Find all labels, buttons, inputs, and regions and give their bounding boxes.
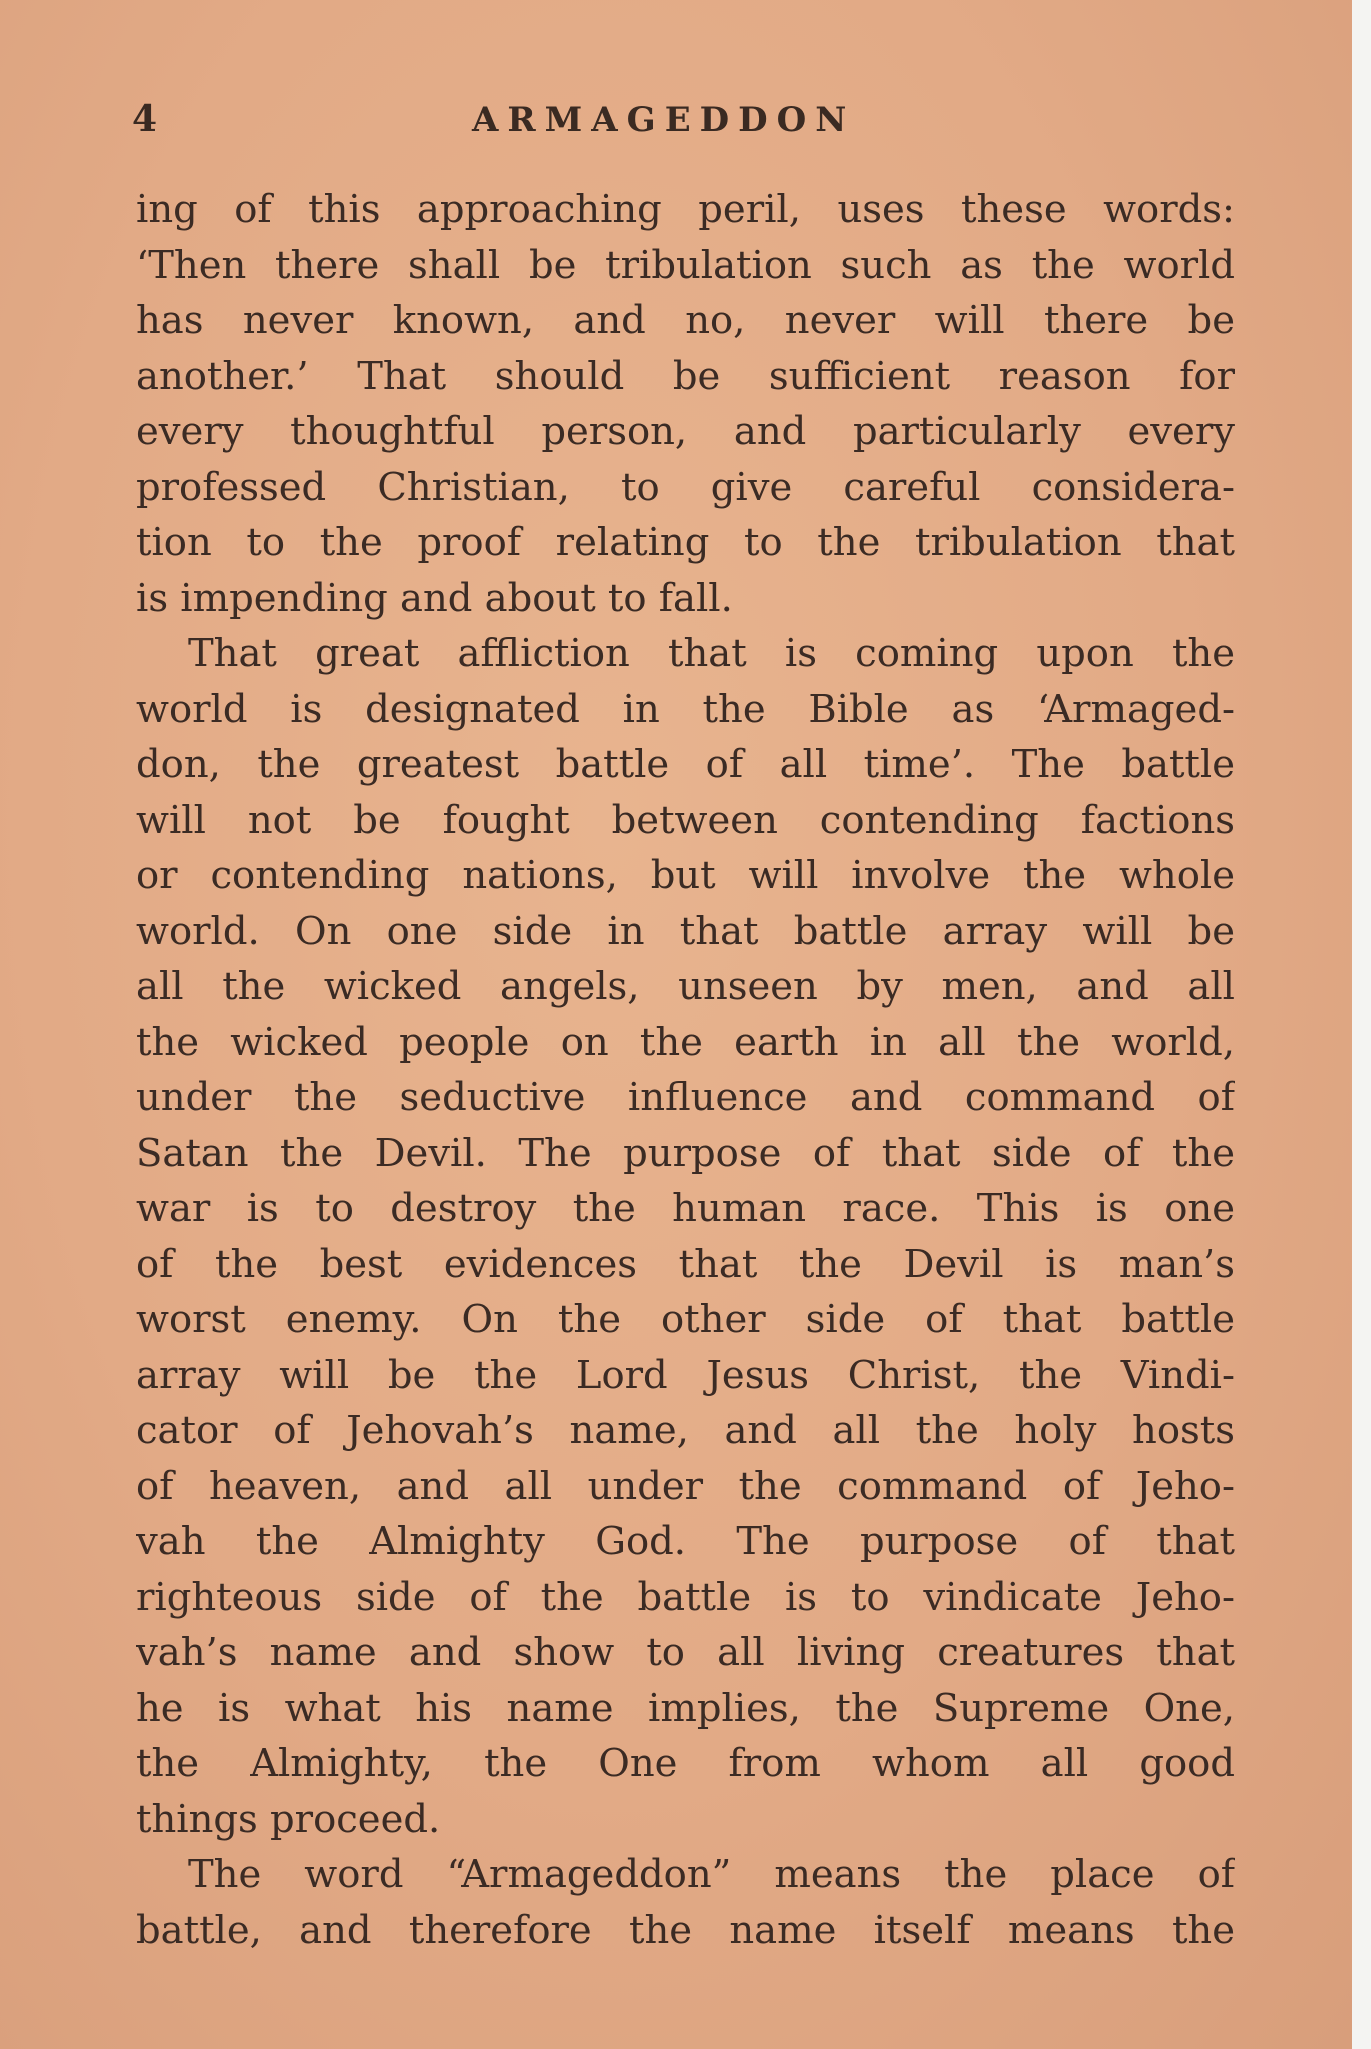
text-line: will not be fought between contending factions (136, 797, 1235, 843)
page-header (0, 98, 1352, 158)
text-line: battle, and therefore the name itself means the (136, 1907, 1235, 1953)
body-text (136, 182, 1235, 1958)
text-line: is impending and about to fall. (136, 575, 733, 621)
text-line: The word “Armageddon” means the place of (188, 1852, 1235, 1897)
text-line: all the wicked angels, unseen by men, and all (136, 964, 1235, 1009)
running-title: ARMAGEDDON (472, 100, 856, 140)
text-line: ‘Then there shall be tribulation such as the world (136, 242, 1235, 288)
text-line: cator of Jehovah’s name, and all the holy hosts (136, 1408, 1235, 1453)
text-line: ing of this approaching peril, uses these words: (136, 187, 1235, 232)
text-line: of heaven, and all under the command of Jeho- (136, 1463, 1235, 1509)
text-line: professed Christian, to give careful considera- (136, 464, 1235, 510)
text-line: another.’ That should be sufficient reason for (136, 353, 1235, 399)
page-number: 4 (132, 98, 158, 140)
text-line: the wicked people on the earth in all the world, (136, 1019, 1235, 1065)
text-line: the Almighty, the One from whom all good (136, 1741, 1235, 1786)
scan-margin (1352, 0, 1371, 2049)
text-line: vah the Almighty God. The purpose of that (136, 1519, 1235, 1564)
text-line: That great affliction that is coming upon the (188, 631, 1235, 676)
text-line: Satan the Devil. The purpose of that side of the (136, 1130, 1235, 1176)
text-line: or contending nations, but will involve the whole (136, 853, 1235, 898)
text-line: righteous side of the battle is to vindicate Jeho- (136, 1574, 1235, 1620)
text-line: every thoughtful person, and particularly every (136, 409, 1235, 454)
text-line: tion to the proof relating to the tribulation that (136, 520, 1235, 565)
text-line: war is to destroy the human race. This is one (136, 1186, 1235, 1231)
text-line: of the best evidences that the Devil is man’s (136, 1241, 1235, 1287)
text-line: array will be the Lord Jesus Christ, the Vindi- (136, 1352, 1235, 1398)
text-line: worst enemy. On the other side of that battle (136, 1297, 1235, 1342)
text-line: world is designated in the Bible as ‘Armaged- (136, 686, 1235, 732)
text-line: don, the greatest battle of all time’. The battle (136, 742, 1235, 787)
text-line: things proceed. (136, 1796, 441, 1842)
text-line: he is what his name implies, the Supreme One, (136, 1685, 1235, 1731)
text-line: under the seductive influence and command of (136, 1075, 1235, 1120)
text-line: vah’s name and show to all living creatures that (136, 1630, 1235, 1675)
text-line: world. On one side in that battle array will be (136, 908, 1235, 954)
text-line: has never known, and no, never will there be (136, 298, 1235, 343)
